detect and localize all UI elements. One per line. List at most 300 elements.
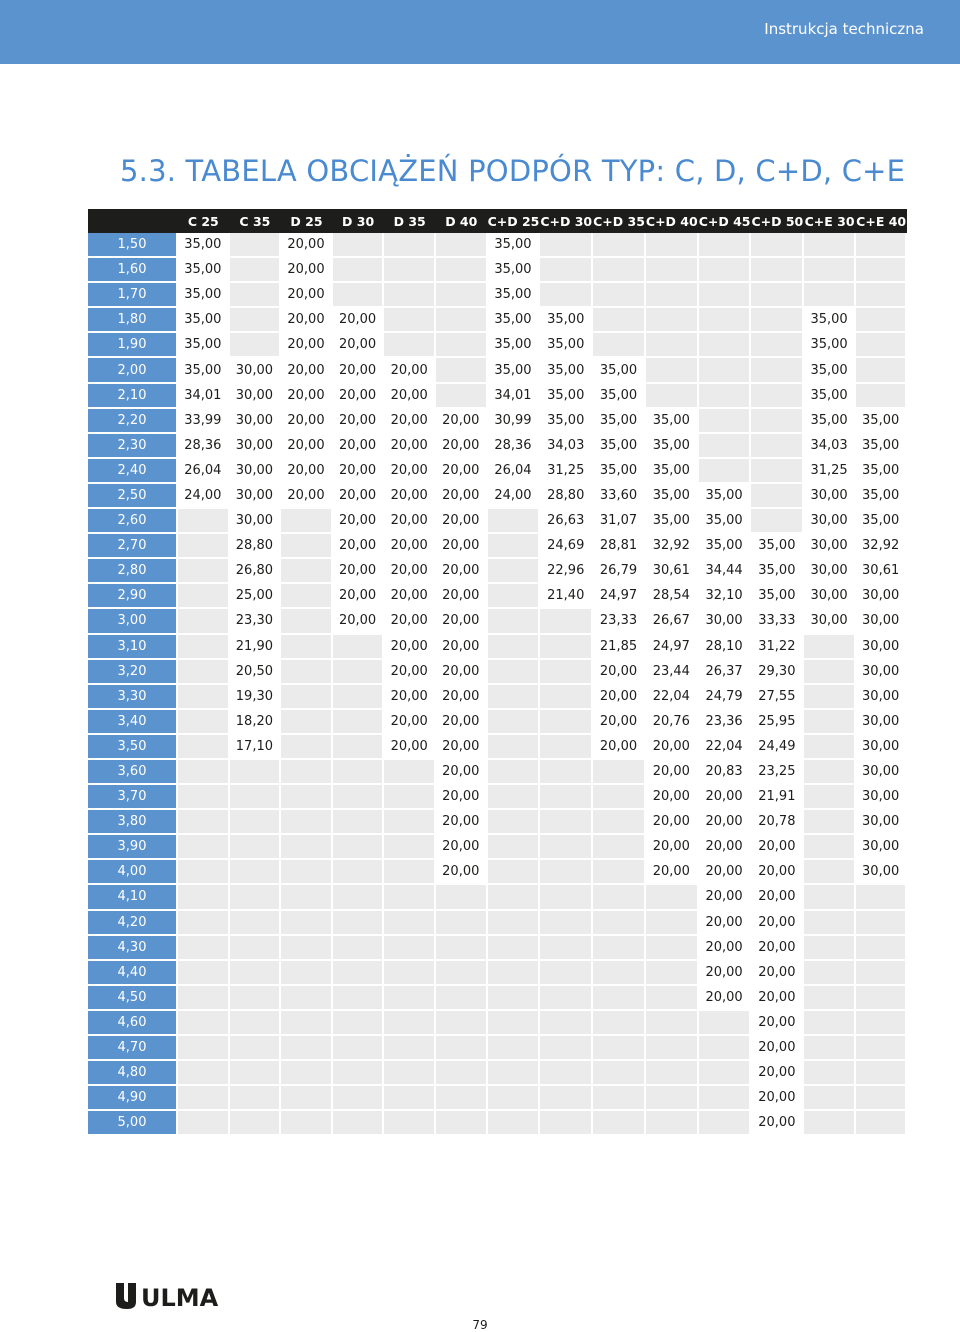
- table-row: [88, 1061, 907, 1086]
- table-cell: [488, 1086, 541, 1111]
- table-cell: 30,00: [230, 384, 282, 409]
- table-cell: 20,00: [593, 710, 646, 735]
- table-cell: [593, 986, 646, 1011]
- table-cell: [230, 258, 282, 283]
- table-cell: 30,00: [804, 509, 856, 534]
- table-cell: 35,00: [178, 308, 230, 333]
- table-cell: 20,00: [593, 735, 646, 760]
- table-cell: [230, 1111, 282, 1136]
- row-header-height: 4,40: [88, 961, 178, 986]
- table-cell: [488, 961, 541, 986]
- row-header-height: 1,50: [88, 233, 178, 258]
- table-cell: 20,00: [333, 384, 385, 409]
- table-cell: [384, 986, 436, 1011]
- table-cell: [178, 1011, 230, 1036]
- table-cell: [436, 308, 488, 333]
- table-cell: [593, 936, 646, 961]
- table-cell: [699, 283, 752, 308]
- table-cell: 35,00: [540, 384, 593, 409]
- row-header-height: 2,70: [88, 534, 178, 559]
- table-cell: [540, 609, 593, 634]
- table-cell: 20,00: [436, 785, 488, 810]
- table-cell: [333, 860, 385, 885]
- table-cell: [593, 1086, 646, 1111]
- table-cell: [488, 685, 541, 710]
- table-cell: 35,00: [178, 233, 230, 258]
- table-cell: 35,00: [540, 409, 593, 434]
- table-cell: [646, 333, 699, 358]
- table-cell: 28,10: [699, 635, 752, 660]
- table-cell: [699, 1061, 752, 1086]
- table-cell: [804, 1036, 856, 1061]
- table-cell: 20,00: [281, 308, 333, 333]
- table-cell: [384, 333, 436, 358]
- table-cell: [178, 534, 230, 559]
- table-cell: 35,00: [593, 434, 646, 459]
- table-cell: 35,00: [488, 333, 541, 358]
- row-header-height: 4,80: [88, 1061, 178, 1086]
- table-cell: [436, 1061, 488, 1086]
- table-cell: [856, 1036, 908, 1061]
- table-cell: 30,00: [856, 860, 908, 885]
- table-cell: 25,00: [230, 584, 282, 609]
- row-header-height: 3,90: [88, 835, 178, 860]
- table-cell: 20,00: [384, 685, 436, 710]
- table-cell: [436, 384, 488, 409]
- table-cell: 20,00: [384, 384, 436, 409]
- table-cell: 34,44: [699, 559, 752, 584]
- table-cell: [646, 258, 699, 283]
- table-cell: 26,80: [230, 559, 282, 584]
- table-cell: 23,30: [230, 609, 282, 634]
- table-cell: [804, 660, 856, 685]
- table-cell: [751, 484, 804, 509]
- table-cell: 29,30: [751, 660, 804, 685]
- table-cell: 24,79: [699, 685, 752, 710]
- table-cell: [333, 885, 385, 910]
- table-cell: [333, 710, 385, 735]
- table-cell: 28,54: [646, 584, 699, 609]
- table-cell: 18,20: [230, 710, 282, 735]
- table-cell: [804, 936, 856, 961]
- table-cell: 20,00: [699, 961, 752, 986]
- table-cell: [384, 860, 436, 885]
- table-cell: [178, 986, 230, 1011]
- table-cell: [856, 936, 908, 961]
- table-cell: 20,00: [281, 258, 333, 283]
- row-header-height: 3,00: [88, 609, 178, 634]
- row-header-height: 2,30: [88, 434, 178, 459]
- table-cell: 20,00: [384, 584, 436, 609]
- table-row: [88, 660, 907, 685]
- table-cell: [751, 283, 804, 308]
- table-cell: [230, 333, 282, 358]
- table-cell: 20,00: [751, 1086, 804, 1111]
- table-cell: [178, 1036, 230, 1061]
- table-cell: 20,00: [646, 760, 699, 785]
- table-cell: [593, 1061, 646, 1086]
- table-cell: 20,00: [384, 484, 436, 509]
- table-cell: 20,00: [646, 810, 699, 835]
- table-cell: 20,00: [751, 1036, 804, 1061]
- table-cell: [856, 333, 908, 358]
- table-cell: [384, 1036, 436, 1061]
- table-cell: [804, 785, 856, 810]
- table-cell: [281, 1011, 333, 1036]
- table-cell: [230, 986, 282, 1011]
- table-cell: [804, 735, 856, 760]
- row-header-height: 1,70: [88, 283, 178, 308]
- table-cell: 35,00: [804, 358, 856, 383]
- table-cell: [751, 258, 804, 283]
- table-cell: 17,10: [230, 735, 282, 760]
- table-cell: [751, 459, 804, 484]
- table-cell: [593, 1111, 646, 1136]
- table-row: [88, 835, 907, 860]
- table-cell: 32,92: [646, 534, 699, 559]
- ulma-logo: [115, 1280, 225, 1310]
- table-cell: [646, 283, 699, 308]
- table-cell: [488, 1061, 541, 1086]
- table-cell: 33,99: [178, 409, 230, 434]
- table-cell: 30,00: [804, 534, 856, 559]
- table-cell: 20,00: [333, 559, 385, 584]
- table-cell: 30,00: [856, 635, 908, 660]
- table-cell: [333, 785, 385, 810]
- table-cell: 35,00: [540, 308, 593, 333]
- table-cell: 20,00: [333, 459, 385, 484]
- table-cell: [488, 735, 541, 760]
- table-cell: 34,03: [804, 434, 856, 459]
- table-row: [88, 534, 907, 559]
- table-cell: [488, 835, 541, 860]
- table-cell: 20,00: [281, 333, 333, 358]
- table-cell: [540, 911, 593, 936]
- table-cell: 20,00: [333, 609, 385, 634]
- table-row: [88, 685, 907, 710]
- table-cell: 20,00: [436, 409, 488, 434]
- table-cell: [230, 1036, 282, 1061]
- row-header-height: 4,60: [88, 1011, 178, 1036]
- table-cell: 35,00: [488, 308, 541, 333]
- table-cell: 30,00: [230, 434, 282, 459]
- column-header: D 30: [333, 209, 385, 233]
- table-cell: 35,00: [646, 484, 699, 509]
- table-cell: 35,00: [593, 409, 646, 434]
- table-cell: 31,25: [540, 459, 593, 484]
- table-cell: [856, 233, 908, 258]
- table-cell: [540, 1061, 593, 1086]
- table-cell: [646, 1011, 699, 1036]
- table-cell: [436, 1036, 488, 1061]
- table-cell: 35,00: [856, 434, 908, 459]
- table-cell: [856, 986, 908, 1011]
- table-cell: [540, 835, 593, 860]
- table-cell: [384, 258, 436, 283]
- table-row: [88, 635, 907, 660]
- table-cell: [856, 911, 908, 936]
- table-cell: [178, 660, 230, 685]
- row-header-height: 2,10: [88, 384, 178, 409]
- table-cell: [488, 1011, 541, 1036]
- table-cell: [178, 911, 230, 936]
- table-cell: [178, 936, 230, 961]
- table-cell: [281, 509, 333, 534]
- table-cell: [178, 860, 230, 885]
- table-cell: 27,55: [751, 685, 804, 710]
- table-cell: 33,60: [593, 484, 646, 509]
- column-header: C+D 30: [540, 209, 593, 233]
- table-cell: [856, 1011, 908, 1036]
- table-cell: [488, 660, 541, 685]
- table-cell: [436, 1111, 488, 1136]
- table-cell: 35,00: [540, 358, 593, 383]
- table-cell: 20,83: [699, 760, 752, 785]
- table-cell: 20,00: [333, 584, 385, 609]
- table-cell: 20,00: [646, 735, 699, 760]
- table-row: [88, 283, 907, 308]
- table-cell: [856, 283, 908, 308]
- row-header-height: 2,20: [88, 409, 178, 434]
- table-cell: 20,00: [751, 860, 804, 885]
- table-cell: [333, 1111, 385, 1136]
- table-cell: [646, 986, 699, 1011]
- table-cell: [230, 835, 282, 860]
- table-cell: 35,00: [751, 584, 804, 609]
- table-cell: [856, 961, 908, 986]
- table-cell: 35,00: [856, 509, 908, 534]
- table-cell: 20,00: [333, 333, 385, 358]
- table-cell: [488, 559, 541, 584]
- table-cell: [488, 760, 541, 785]
- table-cell: [540, 1086, 593, 1111]
- column-header: C+D 35: [593, 209, 646, 233]
- table-cell: [384, 233, 436, 258]
- table-cell: [540, 885, 593, 910]
- table-cell: [178, 559, 230, 584]
- table-cell: [540, 961, 593, 986]
- table-cell: [488, 860, 541, 885]
- table-row: [88, 484, 907, 509]
- column-header: C 35: [230, 209, 282, 233]
- table-corner-cell: [88, 209, 178, 233]
- table-cell: [436, 333, 488, 358]
- table-cell: 22,04: [699, 735, 752, 760]
- table-cell: [230, 283, 282, 308]
- column-header: C+D 45: [699, 209, 752, 233]
- table-cell: 20,00: [333, 308, 385, 333]
- table-cell: 22,96: [540, 559, 593, 584]
- table-cell: 35,00: [646, 509, 699, 534]
- table-cell: [384, 760, 436, 785]
- table-cell: [699, 409, 752, 434]
- table-cell: [178, 885, 230, 910]
- table-cell: [281, 559, 333, 584]
- table-cell: [178, 1061, 230, 1086]
- table-cell: [488, 609, 541, 634]
- table-cell: [384, 308, 436, 333]
- table-cell: 32,92: [856, 534, 908, 559]
- table-cell: 30,00: [856, 685, 908, 710]
- table-cell: [699, 1011, 752, 1036]
- table-cell: 30,00: [804, 559, 856, 584]
- table-cell: [333, 1011, 385, 1036]
- table-row: [88, 760, 907, 785]
- table-cell: [593, 885, 646, 910]
- table-cell: 20,00: [436, 509, 488, 534]
- table-cell: 35,00: [804, 384, 856, 409]
- table-cell: [281, 835, 333, 860]
- row-header-height: 3,70: [88, 785, 178, 810]
- table-cell: 31,22: [751, 635, 804, 660]
- table-row: [88, 609, 907, 634]
- table-cell: 20,00: [593, 685, 646, 710]
- table-row: [88, 885, 907, 910]
- table-cell: 20,00: [751, 961, 804, 986]
- table-cell: 35,00: [178, 283, 230, 308]
- table-cell: 23,25: [751, 760, 804, 785]
- table-cell: [699, 1111, 752, 1136]
- table-cell: 20,00: [436, 710, 488, 735]
- table-cell: [488, 635, 541, 660]
- table-cell: [281, 785, 333, 810]
- table-cell: [751, 434, 804, 459]
- table-cell: [281, 860, 333, 885]
- table-cell: 28,81: [593, 534, 646, 559]
- table-cell: [281, 584, 333, 609]
- table-cell: [699, 308, 752, 333]
- table-cell: [178, 609, 230, 634]
- row-header-height: 4,00: [88, 860, 178, 885]
- table-cell: 30,00: [230, 484, 282, 509]
- table-cell: 21,85: [593, 635, 646, 660]
- table-cell: [230, 1086, 282, 1111]
- row-header-height: 2,50: [88, 484, 178, 509]
- table-cell: 20,00: [436, 835, 488, 860]
- table-cell: [804, 1086, 856, 1111]
- table-cell: [178, 760, 230, 785]
- row-header-height: 1,80: [88, 308, 178, 333]
- table-row: [88, 384, 907, 409]
- table-cell: [540, 785, 593, 810]
- table-cell: [646, 911, 699, 936]
- table-cell: [230, 911, 282, 936]
- table-cell: [488, 986, 541, 1011]
- table-cell: [281, 961, 333, 986]
- table-cell: 21,40: [540, 584, 593, 609]
- table-row: [88, 1036, 907, 1061]
- table-row: [88, 559, 907, 584]
- table-cell: [281, 986, 333, 1011]
- table-cell: [699, 258, 752, 283]
- table-row: [88, 961, 907, 986]
- table-cell: [593, 961, 646, 986]
- column-header: C+E 40: [856, 209, 908, 233]
- table-cell: 30,00: [856, 835, 908, 860]
- column-header: C+D 40: [646, 209, 699, 233]
- table-cell: [436, 986, 488, 1011]
- table-cell: 20,00: [384, 735, 436, 760]
- table-cell: [281, 936, 333, 961]
- table-row: [88, 358, 907, 383]
- table-cell: 20,00: [699, 785, 752, 810]
- table-row: [88, 459, 907, 484]
- table-cell: [333, 1061, 385, 1086]
- table-cell: 35,00: [856, 409, 908, 434]
- table-cell: [593, 308, 646, 333]
- table-cell: 30,00: [230, 459, 282, 484]
- table-cell: [593, 1036, 646, 1061]
- table-row: [88, 584, 907, 609]
- table-cell: [540, 810, 593, 835]
- table-cell: [384, 1061, 436, 1086]
- table-cell: [540, 1111, 593, 1136]
- row-header-height: 3,20: [88, 660, 178, 685]
- table-cell: 19,30: [230, 685, 282, 710]
- table-cell: [178, 735, 230, 760]
- table-cell: [281, 810, 333, 835]
- table-cell: [333, 283, 385, 308]
- row-header-height: 4,30: [88, 936, 178, 961]
- table-cell: [699, 233, 752, 258]
- table-cell: 20,00: [333, 409, 385, 434]
- table-cell: [751, 409, 804, 434]
- table-cell: [699, 358, 752, 383]
- table-cell: [646, 1111, 699, 1136]
- table-cell: [646, 885, 699, 910]
- table-row: [88, 710, 907, 735]
- table-cell: [699, 1036, 752, 1061]
- row-header-height: 3,40: [88, 710, 178, 735]
- table-cell: 35,00: [646, 409, 699, 434]
- table-row: [88, 1111, 907, 1136]
- row-header-height: 1,90: [88, 333, 178, 358]
- table-cell: [856, 1086, 908, 1111]
- table-cell: [646, 1086, 699, 1111]
- table-cell: [384, 785, 436, 810]
- table-cell: [178, 509, 230, 534]
- table-cell: [540, 735, 593, 760]
- table-row: [88, 860, 907, 885]
- table-cell: 20,00: [384, 459, 436, 484]
- table-cell: 20,00: [384, 409, 436, 434]
- table-cell: 35,00: [540, 333, 593, 358]
- page-title: 5.3. TABELA OBCIĄŻEŃ PODPÓR TYP: C, D, C+D, C+E: [120, 154, 906, 188]
- table-cell: [646, 961, 699, 986]
- table-cell: [593, 860, 646, 885]
- table-cell: 20,00: [384, 710, 436, 735]
- table-cell: [230, 233, 282, 258]
- table-cell: [488, 710, 541, 735]
- table-cell: 28,36: [488, 434, 541, 459]
- table-cell: 35,00: [856, 459, 908, 484]
- table-cell: 32,10: [699, 584, 752, 609]
- table-cell: 20,00: [333, 534, 385, 559]
- table-cell: [593, 911, 646, 936]
- table-cell: [856, 308, 908, 333]
- table-cell: 35,00: [178, 358, 230, 383]
- table-cell: 20,00: [281, 384, 333, 409]
- table-cell: 20,00: [281, 484, 333, 509]
- table-cell: 20,00: [281, 434, 333, 459]
- table-cell: [540, 685, 593, 710]
- table-cell: [699, 1086, 752, 1111]
- table-cell: [281, 760, 333, 785]
- table-cell: 30,00: [856, 710, 908, 735]
- table-cell: [488, 1036, 541, 1061]
- table-cell: 35,00: [593, 358, 646, 383]
- table-cell: 20,00: [436, 484, 488, 509]
